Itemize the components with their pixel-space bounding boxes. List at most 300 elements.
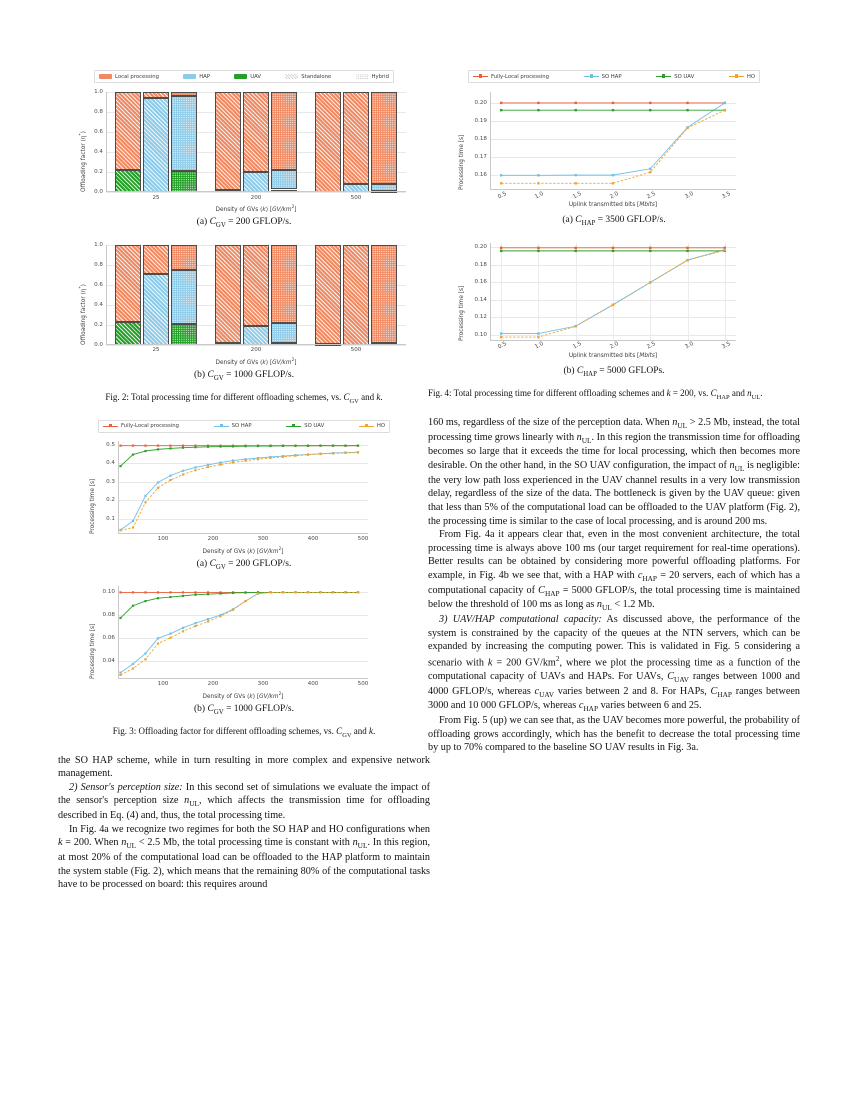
y-tick-label: 0.16 bbox=[474, 279, 487, 286]
fig3a-plot bbox=[58, 436, 430, 556]
bar-segment bbox=[243, 245, 269, 326]
y-tick-label: 0.2 bbox=[94, 169, 103, 175]
bar-segment bbox=[171, 270, 197, 324]
series-line bbox=[121, 452, 359, 530]
fig3b-axes bbox=[102, 586, 369, 688]
axis-spine bbox=[118, 441, 119, 534]
y-tick-label: 0.18 bbox=[474, 261, 487, 268]
series-marker bbox=[294, 454, 296, 456]
series-line bbox=[501, 249, 725, 333]
series-marker bbox=[500, 247, 502, 249]
legend-line-so-hap bbox=[214, 424, 229, 429]
series-marker bbox=[537, 332, 539, 334]
legend-hatch-standalone bbox=[285, 74, 298, 79]
series-marker bbox=[157, 448, 159, 450]
x-tick-label: 1.0 bbox=[534, 341, 546, 351]
bar-segment bbox=[143, 92, 169, 98]
series-marker bbox=[194, 593, 196, 595]
series-marker bbox=[182, 444, 184, 446]
x-tick-label: 100 bbox=[157, 681, 169, 688]
series-marker bbox=[257, 458, 259, 460]
y-tick-label: 0.5 bbox=[106, 441, 115, 448]
series-marker bbox=[132, 667, 134, 669]
axis-spine bbox=[106, 245, 107, 345]
series-marker bbox=[119, 591, 121, 593]
series-marker bbox=[575, 325, 577, 327]
legend-swatch-hap bbox=[183, 74, 196, 79]
series-marker bbox=[144, 600, 146, 602]
series-marker bbox=[307, 591, 309, 593]
series-marker bbox=[686, 247, 688, 249]
fig2b-xlabel: Density of GVs (k) $[GV/km^2]$ bbox=[215, 356, 297, 366]
series-marker bbox=[219, 615, 221, 617]
series-marker bbox=[282, 445, 284, 447]
series-marker bbox=[612, 182, 614, 184]
series-marker bbox=[157, 591, 159, 593]
y-tick-label: 0.8 bbox=[94, 109, 103, 115]
series-marker bbox=[575, 109, 577, 111]
series-marker bbox=[649, 168, 651, 170]
series-marker bbox=[119, 529, 121, 531]
axis-spine bbox=[490, 92, 491, 190]
y-tick-label: 0.10 bbox=[102, 588, 115, 595]
y-tick-label: 0.1 bbox=[106, 515, 115, 522]
bar-segment bbox=[171, 171, 197, 193]
series-canvas bbox=[118, 441, 368, 534]
axis-spine bbox=[490, 340, 736, 341]
bar-segment bbox=[215, 245, 241, 343]
legend-line-ho bbox=[359, 424, 374, 429]
fig2-legend bbox=[94, 70, 394, 83]
fig4-caption: Fig. 4: Total processing time for different offloading schemes and k = 200, vs. $C_{HAP}$ and $n_{UL}$. bbox=[428, 387, 763, 401]
bar-segment bbox=[171, 92, 197, 96]
series-marker bbox=[219, 445, 221, 447]
x-tick-label: 400 bbox=[307, 536, 319, 543]
series-marker bbox=[724, 102, 726, 104]
legend-label-hybrid: Hybrid bbox=[371, 73, 389, 80]
y-tick-label: 0.14 bbox=[474, 296, 487, 303]
series-marker bbox=[332, 591, 334, 593]
legend-item-fully-local-4 bbox=[473, 74, 549, 80]
paragraph-right-1: 160 ms, regardless of the size of the perception data. When $n_{UL} > 2.5$ Mb, instead, the total processing time grows linearly with $n_{UL}$. In this region the transmission time for offloading becomes so large that it exceeds the time for local processing, which then becomes more desirable. On the other hand, in the SO UAV configuration, the impact of $n_{UL}$ is negligible: the very low path loss experienced in the UAV channel results in a very low transmission delay, regardless of the size of the data. The bottleneck is given by the UAV queue: given that less than 5% of the computational load can be offloaded to the UAV platform (Fig. 2), the processing time is similar to the case of local processing, and is around 200 ms. bbox=[428, 416, 801, 527]
y-tick-label: 0.08 bbox=[102, 611, 115, 618]
legend-label-local-processing: Local processing bbox=[115, 73, 159, 80]
series-marker bbox=[157, 487, 159, 489]
x-tick-label: 2.5 bbox=[646, 341, 658, 351]
fig4b-axes bbox=[474, 243, 736, 351]
x-tick-label: 200 bbox=[207, 536, 219, 543]
legend-line-so-uav bbox=[286, 424, 301, 429]
bar-segment bbox=[115, 322, 141, 345]
bar-segment bbox=[371, 245, 397, 344]
fig3-legend bbox=[98, 420, 390, 433]
paragraph-left-2: 2) Sensor's perception size: In this second set of simulations we evaluate the impact of the sensor's perception size $n_{UL}$, which affects the transmission time for offloading described in Eq. (4) and, thus, the total processing time. bbox=[58, 781, 430, 822]
series-marker bbox=[219, 463, 221, 465]
series-marker bbox=[500, 332, 502, 334]
series-marker bbox=[182, 591, 184, 593]
series-marker bbox=[344, 444, 346, 446]
y-tick-label: 1.0 bbox=[94, 241, 103, 248]
y-tick-label: 0.10 bbox=[474, 331, 487, 338]
series-marker bbox=[207, 593, 209, 595]
series-marker bbox=[686, 109, 688, 111]
fig4b-xlabel: Uplink transmitted bits [Mbits] bbox=[568, 352, 658, 359]
fig3-caption: Fig. 3: Offloading factor for different offloading schemes, vs. $C_{GV}$ and k. bbox=[112, 725, 376, 739]
series-marker bbox=[119, 465, 121, 467]
series-marker bbox=[319, 591, 321, 593]
x-tick-label: 2.0 bbox=[609, 341, 620, 351]
bar-segment bbox=[371, 184, 397, 192]
series-marker bbox=[686, 102, 688, 104]
series-marker bbox=[575, 174, 577, 176]
series-marker bbox=[169, 596, 171, 598]
series-marker bbox=[219, 461, 221, 463]
series-marker bbox=[269, 591, 271, 593]
series-marker bbox=[194, 469, 196, 471]
series-marker bbox=[257, 445, 259, 447]
fig3b-subcaption: (b) $C_{GV} = 1000$ GFLOP/s. bbox=[194, 703, 294, 716]
legend-line-so-uav-4 bbox=[656, 74, 671, 79]
series-marker bbox=[357, 444, 359, 446]
legend-line-fully-local-4 bbox=[473, 74, 488, 79]
fig2a-ylabel: Offloading factor (η*) bbox=[78, 131, 87, 192]
fig4a-axes bbox=[474, 92, 736, 200]
bar-segment bbox=[315, 245, 341, 344]
series-marker bbox=[332, 452, 334, 454]
y-tick-label: 0.19 bbox=[474, 118, 487, 125]
bar-segment bbox=[243, 92, 269, 172]
series-marker bbox=[207, 466, 209, 468]
legend-label-ho-4: HO bbox=[746, 73, 755, 80]
paragraph-right-3: 3) UAV/HAP computational capacity: As discussed above, the performance of the system is constrained by the capacity of the queues at the NTN servers, which can be expanded by increasing the computing power. This is validated in Fig. 5 considering a scenario with k = 200 $GV/km^2$, where we plot the processing time as a function of the computational capacity of UAVs and HAPs. For UAVs, $C_{UAV}$ ranges between 1000 and 4000 GFLOP/s, whereas $c_{UAV}$ varies between 2 and 8. For HAPs, $C_{HAP}$ ranges between 3000 and 10 000 GFLOP/s, whereas $c_{HAP}$ varies between 6 and 25. bbox=[428, 614, 800, 714]
fig4b-ylabel: Processing time [s] bbox=[459, 285, 465, 341]
legend-item-uav bbox=[234, 74, 261, 80]
series-marker bbox=[649, 171, 651, 173]
bar-segment bbox=[271, 323, 297, 344]
y-tick-label: 1.0 bbox=[94, 89, 103, 95]
left-column bbox=[58, 70, 430, 892]
x-tick-label: 1.5 bbox=[571, 341, 583, 351]
series-marker bbox=[194, 625, 196, 627]
series-marker bbox=[144, 652, 146, 654]
x-tick-label: 500 bbox=[350, 194, 362, 201]
series-marker bbox=[157, 642, 159, 644]
series-marker bbox=[612, 247, 614, 249]
series-marker bbox=[194, 591, 196, 593]
series-marker bbox=[119, 444, 121, 446]
series-marker bbox=[575, 182, 577, 184]
fig3b-xlabel: Density of GVs (k) $[GV/km^2]$ bbox=[202, 690, 284, 700]
fig2b-plot bbox=[58, 239, 430, 367]
series-marker bbox=[232, 445, 234, 447]
legend-item-so-hap bbox=[214, 423, 252, 429]
axis-spine bbox=[118, 533, 368, 534]
series-marker bbox=[649, 281, 651, 283]
series-marker bbox=[244, 591, 246, 593]
gridline bbox=[106, 345, 406, 346]
x-tick-label: 500 bbox=[350, 347, 362, 354]
y-tick-label: 0.4 bbox=[94, 149, 103, 155]
y-tick-label: 0.3 bbox=[106, 478, 115, 485]
fig4-legend bbox=[468, 70, 760, 83]
series-marker bbox=[332, 444, 334, 446]
series-marker bbox=[207, 446, 209, 448]
axis-spine bbox=[106, 344, 406, 345]
fig3a-xlabel: Density of GVs (k) $[GV/km^2]$ bbox=[202, 545, 284, 555]
series-marker bbox=[182, 446, 184, 448]
legend-item-standalone bbox=[285, 74, 331, 80]
fig3a-axes bbox=[106, 441, 369, 543]
legend-line-fully-local bbox=[103, 424, 118, 429]
fig4a-subcaption: (a) $C_{HAP} = 3500$ GFLOP/s. bbox=[562, 215, 666, 227]
x-tick-label: 1.0 bbox=[534, 190, 546, 200]
figure-4b bbox=[428, 237, 800, 378]
legend-label-fully-local: Fully-Local processing bbox=[121, 423, 179, 430]
figure-4a bbox=[428, 70, 800, 227]
series-marker bbox=[724, 109, 726, 111]
series-marker bbox=[724, 249, 726, 251]
x-tick-label: 3.0 bbox=[683, 190, 695, 200]
legend-item-hap bbox=[183, 74, 210, 80]
series-marker bbox=[132, 520, 134, 522]
series-marker bbox=[612, 304, 614, 306]
series-marker bbox=[169, 444, 171, 446]
fig4a-ylabel: Processing time [s] bbox=[459, 134, 465, 190]
bar-segment bbox=[243, 172, 269, 193]
bar-segment bbox=[371, 92, 397, 184]
y-tick-label: 0.0 bbox=[94, 189, 103, 195]
series-marker bbox=[232, 461, 234, 463]
series-marker bbox=[169, 479, 171, 481]
y-tick-label: 0.2 bbox=[94, 321, 103, 328]
series-marker bbox=[612, 250, 614, 252]
series-marker bbox=[132, 591, 134, 593]
x-tick-label: 3.0 bbox=[683, 341, 695, 351]
y-tick-label: 0.16 bbox=[474, 172, 487, 179]
left-body-text bbox=[58, 754, 430, 892]
bar-segment bbox=[115, 245, 141, 323]
fig2a-subcaption: (a) $C_{GV} = 200$ GFLOP/s. bbox=[196, 217, 292, 229]
series-marker bbox=[500, 109, 502, 111]
series-marker bbox=[194, 466, 196, 468]
y-tick-label: 0.4 bbox=[94, 301, 103, 308]
series-marker bbox=[157, 444, 159, 446]
series-marker bbox=[357, 591, 359, 593]
series-marker bbox=[537, 250, 539, 252]
legend-label-so-uav-4: SO UAV bbox=[674, 73, 695, 80]
series-line bbox=[501, 103, 725, 175]
series-marker bbox=[232, 592, 234, 594]
legend-item-so-uav bbox=[286, 423, 324, 429]
y-tick-label: 0.20 bbox=[474, 244, 487, 251]
series-marker bbox=[169, 636, 171, 638]
y-tick-label: 0.06 bbox=[102, 635, 115, 642]
x-tick-label: 100 bbox=[157, 536, 169, 543]
series-marker bbox=[182, 473, 184, 475]
series-line bbox=[121, 452, 359, 530]
x-tick-label: 25 bbox=[152, 347, 160, 354]
y-tick-label: 0.6 bbox=[94, 129, 103, 135]
x-tick-label: 300 bbox=[257, 681, 269, 688]
legend-item-so-uav-4 bbox=[656, 74, 694, 80]
series-marker bbox=[500, 336, 502, 338]
series-marker bbox=[244, 445, 246, 447]
series-marker bbox=[257, 592, 259, 594]
legend-label-ho: HO bbox=[376, 423, 385, 430]
series-marker bbox=[144, 444, 146, 446]
legend-label-so-hap: SO HAP bbox=[231, 423, 252, 430]
series-marker bbox=[649, 247, 651, 249]
series-line bbox=[501, 250, 725, 337]
series-marker bbox=[157, 481, 159, 483]
series-marker bbox=[537, 174, 539, 176]
y-tick-label: 0.18 bbox=[474, 136, 487, 143]
series-marker bbox=[282, 456, 284, 458]
legend-swatch-uav bbox=[234, 74, 247, 79]
series-marker bbox=[182, 470, 184, 472]
right-column bbox=[428, 70, 800, 755]
y-tick-label: 0.2 bbox=[106, 497, 115, 504]
series-marker bbox=[575, 247, 577, 249]
bar-segment bbox=[171, 324, 197, 345]
figure-3a bbox=[58, 420, 430, 571]
series-marker bbox=[344, 591, 346, 593]
series-marker bbox=[269, 445, 271, 447]
axis-spine bbox=[490, 189, 736, 190]
bar-segment bbox=[143, 245, 169, 274]
figure-3b bbox=[58, 581, 430, 716]
bar-segment bbox=[215, 92, 241, 190]
fig2b-ylabel: Offloading factor (η*) bbox=[78, 284, 87, 345]
figure-2a bbox=[58, 70, 430, 229]
x-tick-label: 2.5 bbox=[646, 190, 658, 200]
series-line bbox=[121, 592, 359, 672]
axis-spine bbox=[106, 191, 406, 192]
legend-label-fully-local-4: Fully-Local processing bbox=[491, 73, 549, 80]
legend-label-so-hap-4: SO HAP bbox=[601, 73, 622, 80]
right-body-text bbox=[428, 416, 800, 755]
series-marker bbox=[307, 454, 309, 456]
series-canvas bbox=[490, 243, 736, 341]
legend-item-local-processing bbox=[99, 74, 159, 80]
y-tick-label: 0.6 bbox=[94, 281, 103, 288]
x-tick-label: 400 bbox=[307, 681, 319, 688]
series-marker bbox=[144, 495, 146, 497]
bar-segment bbox=[171, 96, 197, 171]
paragraph-right-2: From Fig. 4a it appears clear that, even in the most convenient architecture, the total processing time is always above 100 ms (our target requirement for real-time operations). Better results can be obtained by considering more powerful offloading platforms. For example, in Fig. 4b we see that, with a HAP with $c_{HAP} = 20$ servers, each of which has a computational capacity of $C_{HAP} = 5000$ GFLOP/s, the total processing time is maintained below the threshold of 100 ms as long as $n_{UL} < 1.2$ Mb. bbox=[428, 529, 800, 613]
series-marker bbox=[537, 109, 539, 111]
series-marker bbox=[207, 618, 209, 620]
series-marker bbox=[132, 526, 134, 528]
series-marker bbox=[500, 102, 502, 104]
series-marker bbox=[537, 336, 539, 338]
x-tick-label: 200 bbox=[250, 347, 262, 354]
fig3a-ylabel: Processing time [s] bbox=[90, 478, 96, 534]
fig2-caption: Fig. 2: Total processing time for different offloading schemes, vs. $C_{GV}$ and k. bbox=[105, 391, 383, 405]
fig2b-subcaption: (b) $C_{GV} = 1000$ GFLOP/s. bbox=[194, 369, 294, 382]
legend-hatch-hybrid bbox=[356, 74, 369, 79]
axis-spine bbox=[106, 92, 107, 192]
y-tick-label: 0.04 bbox=[102, 658, 115, 665]
series-marker bbox=[144, 501, 146, 503]
series-line bbox=[121, 446, 359, 466]
x-tick-label: 200 bbox=[207, 681, 219, 688]
series-marker bbox=[500, 174, 502, 176]
series-marker bbox=[232, 608, 234, 610]
axis-spine bbox=[118, 678, 368, 679]
series-marker bbox=[194, 622, 196, 624]
fig3a-subcaption: (a) $C_{GV} = 200$ GFLOP/s. bbox=[196, 558, 292, 571]
fig4b-subcaption: (b) $C_{HAP} = 5000$ GFLOPs. bbox=[563, 365, 665, 378]
series-marker bbox=[307, 445, 309, 447]
series-marker bbox=[132, 444, 134, 446]
bar-segment bbox=[171, 245, 197, 270]
x-tick-label: 500 bbox=[357, 536, 369, 543]
bar-segment bbox=[143, 274, 169, 345]
series-marker bbox=[157, 597, 159, 599]
bar-segment bbox=[343, 92, 369, 184]
series-marker bbox=[612, 174, 614, 176]
series-marker bbox=[269, 457, 271, 459]
x-tick-label: 0.5 bbox=[497, 190, 508, 200]
legend-label-hap: HAP bbox=[199, 73, 211, 80]
series-marker bbox=[686, 259, 688, 261]
x-tick-label: 3.5 bbox=[720, 190, 732, 200]
fig4a-plot bbox=[428, 86, 800, 212]
axis-spine bbox=[490, 243, 491, 341]
y-tick-label: 0.20 bbox=[474, 99, 487, 106]
bar-segment bbox=[271, 245, 297, 323]
gridline bbox=[106, 192, 406, 193]
legend-item-ho-4 bbox=[729, 74, 755, 80]
series-marker bbox=[575, 250, 577, 252]
bar-segment bbox=[271, 92, 297, 170]
series-marker bbox=[244, 459, 246, 461]
series-marker bbox=[169, 474, 171, 476]
legend-label-uav: UAV bbox=[250, 73, 262, 80]
series-marker bbox=[537, 182, 539, 184]
fig2b-axes bbox=[94, 241, 406, 354]
series-marker bbox=[537, 247, 539, 249]
series-marker bbox=[649, 102, 651, 104]
series-marker bbox=[319, 453, 321, 455]
fig2a-axes bbox=[94, 89, 406, 201]
bar-segment bbox=[243, 326, 269, 345]
series-marker bbox=[219, 592, 221, 594]
axis-spine bbox=[118, 586, 119, 679]
fig3b-ylabel: Processing time [s] bbox=[90, 623, 96, 679]
series-marker bbox=[182, 595, 184, 597]
series-marker bbox=[182, 627, 184, 629]
series-marker bbox=[207, 620, 209, 622]
series-marker bbox=[119, 671, 121, 673]
legend-item-hybrid bbox=[356, 74, 390, 80]
series-canvas bbox=[490, 92, 736, 190]
series-marker bbox=[144, 450, 146, 452]
x-tick-label: 3.5 bbox=[720, 341, 732, 351]
series-marker bbox=[537, 102, 539, 104]
series-marker bbox=[500, 182, 502, 184]
series-marker bbox=[612, 102, 614, 104]
series-marker bbox=[686, 127, 688, 129]
series-marker bbox=[119, 674, 121, 676]
x-tick-label: 1.5 bbox=[571, 190, 583, 200]
series-marker bbox=[232, 459, 234, 461]
series-marker bbox=[357, 451, 359, 453]
y-tick-label: 0.0 bbox=[94, 341, 103, 348]
series-marker bbox=[132, 663, 134, 665]
x-tick-label: 0.5 bbox=[497, 341, 508, 351]
